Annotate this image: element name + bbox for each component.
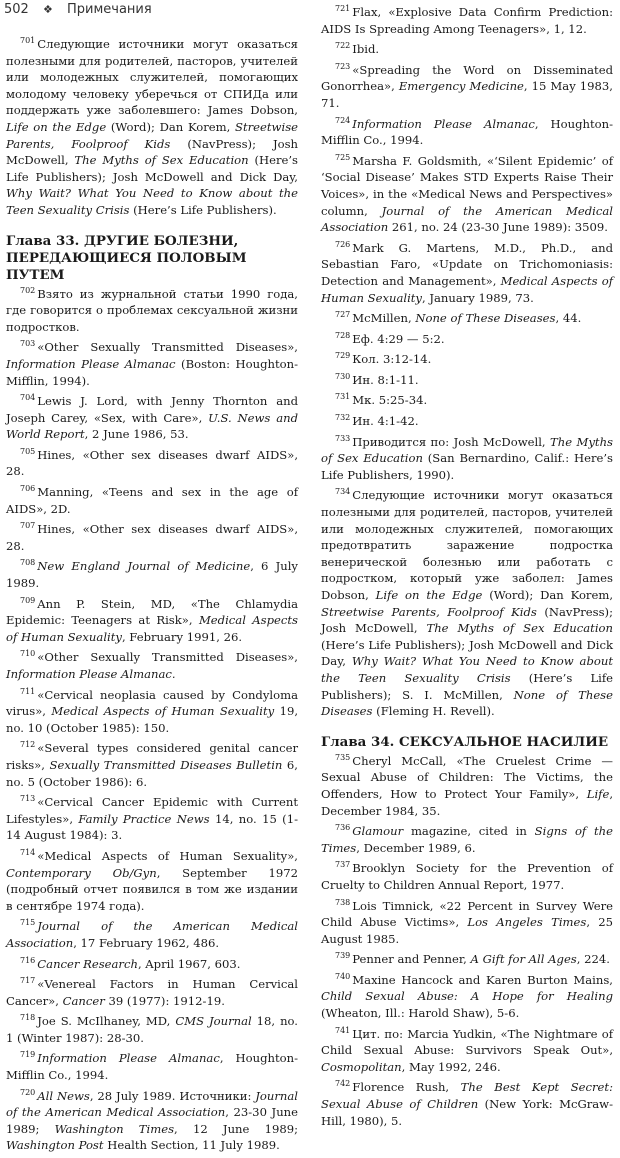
footnote-title-italic: All News [37, 1088, 90, 1103]
footnote [6, 596, 298, 646]
footnote [6, 956, 298, 973]
footnote-title-italic: Journal of the American Medical Association [6, 919, 298, 950]
footnote-number: 702 [20, 285, 36, 295]
footnote-number: 737 [335, 860, 351, 870]
footnote-text: Lewis J. Lord, with Jenny Thornton and Joseph Carey, «Sex, with Care», [6, 394, 298, 425]
footnote-title-italic: Cancer Research [37, 956, 138, 971]
footnote-text: Cheryl McCall, «The Cruelest Crime — Sexual Abuse of Children: The Victims, the Offenders, How to Protect Your Family», [321, 753, 613, 801]
footnote-text: (NavPress); Josh McDowell, [321, 604, 613, 636]
footnote-number: 720 [20, 1087, 36, 1097]
footnote-number: 730 [335, 371, 351, 381]
footnote-text: , January 1989, 73. [421, 290, 534, 305]
footnote-text: 19, no. 10 (October 1985): 150. [6, 704, 299, 735]
footnote-text: McMillen, [352, 311, 416, 326]
footnote-text: Ин. 4:1-42. [352, 414, 419, 429]
footnote-title-italic: None of These Diseases [415, 311, 556, 326]
footnote-number: 733 [335, 433, 351, 443]
footnote-text: Еф. 4:29 — 5:2. [352, 331, 445, 346]
footnote-text: Ibid. [352, 42, 380, 57]
left-column [6, 36, 298, 1158]
footnote-number: 725 [335, 152, 351, 162]
footnote-number: 735 [335, 752, 351, 762]
footnote-text: Flax, «Explosive Data Confirm Prediction: AIDS Is Spreading Among Teenagers», 1, 12. [321, 5, 613, 36]
footnote-title-italic: The Myths of Sex Education [321, 434, 613, 466]
footnote-text: «Other Sexually Transmitted Diseases», [37, 650, 298, 665]
footnote-title-italic: U.S. News and World Report [6, 410, 298, 442]
footnote-text: «Venereal Factors in Human Cervical Cancer», [6, 977, 298, 1008]
footnote-text: Brooklyn Society for the Prevention of Cruelty to Children Annual Report, 1977. [321, 861, 613, 892]
footnote-title-italic: Medical Aspects of Human Sexuality [51, 704, 275, 719]
footnote-title-italic: Medical Aspects of Human Sexuality [321, 273, 613, 305]
footnote-text: (Here’s Life Publishers); Josh McDowell and Dick Day, [321, 637, 613, 669]
footnote-text: (New York: McGraw-Hill, 1980), 5. [321, 1097, 613, 1128]
footnote-text: Florence Rush, [352, 1080, 461, 1095]
footnote-text: , May 1992, 246. [401, 1059, 501, 1074]
footnote [6, 794, 298, 844]
footnote [6, 521, 298, 554]
footnote-text: «Cervical neoplasia caused by Condyloma virus», [6, 687, 298, 719]
footnote [321, 62, 613, 112]
footnote-text: 261, no. 24 (23-30 June 1989): 3509. [388, 220, 608, 235]
footnote-number: 738 [335, 897, 351, 907]
footnote-title-italic: Information Please Almanac [37, 1051, 220, 1066]
footnote [321, 434, 613, 484]
footnote [321, 972, 613, 1022]
footnote [6, 558, 298, 591]
footnote-title-italic: Child Sexual Abuse: A Hope for Healing [321, 989, 613, 1004]
footnote-text: , 23-30 June 1989; [6, 1105, 298, 1136]
footnote-number: 740 [335, 971, 351, 981]
footnote-title-italic: Medical Aspects of Human Sexuality [6, 613, 298, 644]
footnote-text: , 2 June 1986, 53. [84, 427, 189, 442]
footnote-number: 728 [335, 330, 351, 340]
footnote-text: , 6 July 1989. [6, 559, 298, 591]
chapter-heading: Глава 33. ДРУГИЕ БОЛЕЗНИ, ПЕРЕДАЮЩИЕСЯ ПОЛОВЫМ ПУТЕМ [6, 232, 247, 283]
footnote-title-italic: Information Please Almanac. [6, 667, 176, 681]
footnote-number: 719 [20, 1050, 36, 1060]
footnote-text: Manning, «Teens and sex in the age of AIDS», 2D. [6, 485, 298, 516]
footnote-text: (Boston: Houghton-Mifflin, 1994). [6, 356, 299, 388]
footnote [6, 976, 298, 1009]
footnote-number: 721 [335, 4, 351, 13]
footnote-title-italic: None of These Diseases [321, 687, 613, 719]
footnote-title-italic: Life [586, 786, 610, 801]
footnote-text: Marsha F. Goldsmith, «‘Silent Epidemic’ of ‘Social Disease’ Makes STD Experts Raise Their Voices», in the «Medical News and Perspectives» column, [321, 153, 613, 218]
footnote-number: 718 [20, 1013, 36, 1023]
footnote [321, 898, 613, 948]
footnote-number: 711 [20, 686, 36, 696]
footnote-text: (Fleming H. Revell). [372, 704, 495, 719]
footnote-number: 717 [20, 976, 36, 986]
footnote-text: Ин. 8:1-11. [352, 372, 419, 387]
footnote-number: 726 [335, 239, 351, 249]
footnote-number: 712 [20, 740, 36, 750]
footnote-title-italic: Signs of the Times [321, 824, 613, 855]
footnote-number: 734 [335, 487, 351, 497]
chapter-heading: Глава 34. СЕКСУАЛЬНОЕ НАСИЛИЕ [321, 733, 609, 750]
footnote-number: 731 [335, 392, 351, 402]
footnote-text: , Houghton-Mifflin Co., 1994. [321, 116, 614, 148]
footnote [6, 649, 298, 682]
footnote-number: 704 [20, 393, 36, 403]
footnote-text: (Here’s Life Publishers); S. I. McMillen, [321, 670, 613, 702]
footnote [321, 331, 613, 348]
footnote-text: «Spreading the Word on Disseminated Gonorrhea», [321, 62, 613, 94]
footnote [6, 740, 298, 790]
footnote-text: Hines, «Other sex diseases dwarf AIDS», 28. [6, 522, 298, 553]
footnote-text: Mark G. Martens, M.D., Ph.D., and Sebastian Faro, «Update on Trichomoniasis: Detection and Management», [321, 240, 613, 288]
footnote-number: 716 [20, 955, 36, 965]
footnote-title-italic: New England Journal of Medicine [37, 559, 251, 574]
footnote-number: 707 [20, 521, 36, 531]
footnote-number: 742 [335, 1079, 351, 1089]
footnote-title-italic: Streetwise Parents, Foolproof Kids [321, 604, 537, 619]
footnote [6, 447, 298, 480]
footnote [6, 1088, 298, 1154]
footnote-text: «Medical Aspects of Human Sexuality», [37, 848, 298, 863]
footnote [321, 4, 613, 37]
footnote-title-italic: Life on the Edge [375, 588, 483, 602]
footnote-number: 732 [335, 413, 351, 423]
footnote-text: , 17 February 1962, 486. [73, 935, 220, 950]
footnote-text: , 44. [555, 311, 582, 326]
footnote-text: , 15 May 1983, 71. [321, 79, 613, 110]
footnote [321, 153, 613, 236]
footnote [321, 753, 613, 819]
footnote-number: 706 [20, 484, 36, 494]
footnote-number: 722 [335, 41, 351, 51]
footnote-title-italic: Emergency Medicine [398, 79, 524, 94]
footnote-text: , December 1989, 6. [356, 840, 476, 855]
footnote [6, 1050, 298, 1083]
footnote-text: Мк. 5:25-34. [352, 393, 428, 408]
footnote-number: 723 [335, 61, 351, 71]
footnote-title-italic: Life on the Edge [6, 119, 107, 134]
footnote-text: 14, no. 15 (1-14 August 1984): 3. [6, 811, 299, 843]
footnote-text: Lois Timnick, «22 Percent in Survey Were Child Abuse Victims», [321, 898, 613, 930]
footnote-title-italic: Information Please Almanac [352, 116, 535, 131]
footnote-text: Цит. по: Marcia Yudkin, «The Nightmare of Child Sexual Abuse: Survivors Speak Out», [321, 1026, 613, 1058]
footnote-text: , September 1972 (подробный отчет появился в том же издании в сентябре 1974 года). [6, 865, 299, 913]
footnote-title-italic: Why Wait? What You Need to Know about the Teen Sexuality Crisis [321, 654, 613, 685]
footnote [321, 310, 613, 327]
footnote-text: Maxine Hancock and Karen Burton Mains, [352, 972, 613, 987]
footnote-text: Приводится по: Josh McDowell, [352, 434, 551, 449]
running-header [4, 2, 152, 17]
footnote-text: (San Bernardino, Calif.: Here’s Life Publishers, 1990). [321, 451, 613, 482]
footnote [6, 36, 298, 219]
footnote-text: , February 1991, 26. [121, 629, 243, 644]
footnote [321, 1079, 613, 1129]
footnote-text: 39 (1977): 1912-19. [104, 993, 225, 1008]
ornament-icon: ❖ [42, 3, 53, 16]
right-column [321, 4, 613, 1133]
footnote-title-italic: Contemporary Ob/Gyn [6, 865, 157, 880]
footnote-title-italic: A Gift for All Ages [470, 952, 577, 967]
footnote [6, 393, 298, 443]
footnote-title-italic: The Best Kept Secret: Sexual Abuse of Children [321, 1080, 613, 1112]
footnote [321, 1026, 613, 1076]
footnote-title-italic: Cosmopolitan [321, 1059, 402, 1074]
footnote [6, 1013, 298, 1046]
footnote-number: 736 [335, 823, 351, 833]
footnote-number: 714 [20, 847, 36, 857]
footnote-number: 724 [335, 115, 351, 125]
footnote-text: , 12 June 1989; [174, 1121, 298, 1136]
footnote-number: 705 [20, 446, 36, 456]
footnote-title-italic: Information Please Almanac [6, 356, 176, 371]
footnote-text: Ann P. Stein, MD, «The Chlamydia Epidemic: Teenagers at Risk», [6, 596, 298, 628]
footnote-text: , April 1967, 603. [137, 956, 241, 971]
footnote-number: 710 [20, 649, 36, 659]
footnote-text: (Here’s Life Publishers); Josh McDowell and Dick Day, [6, 153, 299, 184]
footnote-number: 701 [20, 36, 36, 45]
footnote-text: (Word); Dan Korem, [106, 119, 236, 134]
footnote-number: 739 [335, 951, 351, 961]
footnote-title-italic: Washington Post [6, 1138, 104, 1153]
footnote-title-italic: Sexually Transmitted Diseases Bulletin [49, 757, 283, 772]
footnote [321, 41, 613, 58]
footnote [321, 372, 613, 389]
footnote-title-italic: Journal of the American Medical Association [6, 1088, 298, 1120]
footnote-text: , 224. [576, 952, 610, 967]
footnote-text: 6, no. 5 (October 1986): 6. [6, 757, 298, 789]
footnote-number: 727 [335, 310, 351, 320]
footnote-text: , 25 August 1985. [321, 915, 614, 946]
footnote [321, 240, 613, 306]
footnote [6, 484, 298, 517]
footnote [321, 823, 613, 856]
footnote-title-italic: Glamour [352, 824, 404, 839]
footnote-title-italic: Cancer [62, 993, 105, 1008]
footnote-text: magazine, cited in [403, 824, 535, 839]
footnote-text: , 28 July 1989. Источники: [89, 1088, 256, 1103]
footnote-text: (NavPress); Josh McDowell, [6, 136, 298, 168]
footnote-number: 729 [335, 351, 351, 361]
footnote-text: (Here’s Life Publishers). [129, 202, 277, 217]
footnote-text: , December 1984, 35. [321, 786, 613, 818]
footnote [321, 951, 613, 968]
footnote-text: 18, no. 1 (Winter 1987): 28-30. [6, 1014, 298, 1045]
footnote-title-italic: CMS Journal [175, 1014, 252, 1029]
footnote-text: Следующие источники могут оказаться полезными для родителей, пасторов, учителей или молодежных служителей, помогающих предотвратить заражение подростка венерической болезнью или работать с подростком, который уже заболел: James Dobson, [321, 488, 613, 602]
footnote-title-italic: Washington Times [54, 1121, 175, 1136]
footnote-title-italic: Family Practice News [78, 811, 210, 826]
footnote-text: «Cervical Cancer Epidemic with Current Lifestyles», [6, 795, 298, 826]
footnote-number: 715 [20, 918, 36, 928]
footnote [6, 286, 298, 336]
footnote-number: 741 [335, 1025, 351, 1035]
footnote [321, 413, 613, 430]
footnote-title-italic: Streetwise Parents, Foolproof Kids [6, 119, 298, 151]
footnote-title-italic: Journal of the American Medical Association [321, 203, 613, 235]
footnote-title-italic: Why Wait? What You Need to Know about the Teen Sexuality Crisis [6, 186, 298, 217]
footnote-title-italic: The Myths of Sex Education [74, 153, 249, 168]
footnote-text: , Houghton-Mifflin Co., 1994. [6, 1051, 299, 1083]
footnote [321, 860, 613, 893]
footnote-number: 709 [20, 595, 36, 605]
footnote [6, 687, 298, 737]
footnote-text: Penner and Penner, [352, 952, 471, 967]
footnote [6, 848, 298, 914]
footnote-text: (Wheaton, Ill.: Harold Shaw), 5-6. [321, 1006, 520, 1021]
footnote [6, 918, 298, 951]
footnote-text: Кол. 3:12-14. [352, 352, 432, 367]
footnote-text: Hines, «Other sex diseases dwarf AIDS», 28. [6, 447, 298, 479]
footnote-number: 713 [20, 794, 36, 804]
footnote [321, 392, 613, 409]
footnote [321, 116, 613, 149]
footnote-text: Следующие источники могут оказаться полезными для родителей, пасторов, учителей или молодежных служителей, помогающих молодому человеку уберечься от СПИДа или поддержать уже заболевшего: James Dobson, [6, 37, 298, 118]
footnote-text: «Several types considered genital cancer risks», [6, 741, 298, 772]
page-number: 502 [4, 2, 29, 17]
footnote-number: 708 [20, 558, 36, 568]
footnote-text: Health Section, 11 July 1989. [103, 1138, 280, 1153]
footnote-text: (Word); Dan Korem, [482, 588, 614, 602]
footnote [321, 487, 613, 719]
footnote [321, 351, 613, 368]
footnote-text: «Other Sexually Transmitted Diseases», [37, 340, 298, 355]
footnote-number: 703 [20, 339, 36, 349]
footnote-text: Joe S. McIlhaney, MD, [37, 1014, 176, 1029]
footnote-title-italic: Los Angeles Times [467, 915, 587, 930]
footnote-text: Взято из журнальной статьи 1990 года, где говорится о проблемах сексуальной жизни подростков. [6, 286, 298, 334]
footnote [6, 339, 298, 389]
section-title: Примечания [66, 2, 152, 17]
footnote-title-italic: The Myths of Sex Education [426, 621, 613, 636]
